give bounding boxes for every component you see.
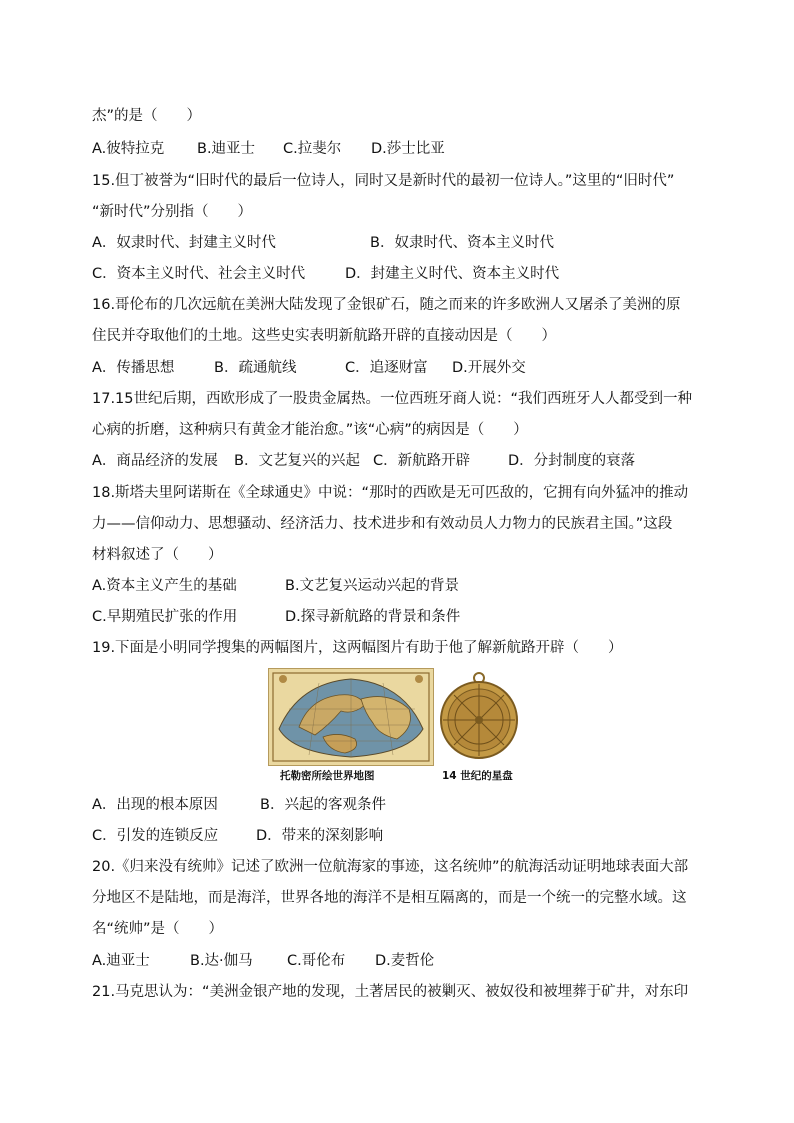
q20-stem: 20.《归来没有统帅》记述了欧洲一位航海家的事迹，这名统帅”的航海活动证明地球表面大部 bbox=[92, 859, 689, 875]
q16-option-c: C．追逐财富 bbox=[345, 360, 428, 376]
q18-option-b: B.文艺复兴运动兴起的背景 bbox=[285, 578, 460, 594]
q15-stem-cont: “新时代”分别指（ ） bbox=[92, 204, 253, 220]
q14-option-b: B.迪亚士 bbox=[197, 141, 256, 157]
q16-stem-cont: 住民并夺取他们的土地。这些史实表明新航路开辟的直接动因是（ ） bbox=[92, 328, 556, 344]
q16-option-b: B．疏通航线 bbox=[214, 360, 297, 376]
q17-option-b: B．文艺复兴的兴起 bbox=[234, 453, 360, 469]
q21-stem: 21.马克思认为：“美洲金银产地的发现，土著居民的被剿灭、被奴役和被埋葬于矿井，对东印 bbox=[92, 984, 689, 1000]
q18-stem-cont: 力——信仰动力、思想骚动、经济活力、技术进步和有效动员人力物力的民族君主国。”这段 bbox=[92, 516, 673, 532]
q15-option-c: C．资本主义时代、社会主义时代 bbox=[92, 266, 306, 282]
q16-stem: 16.哥伦布的几次远航在美洲大陆发现了金银矿石，随之而来的许多欧洲人又屠杀了美洲的原 bbox=[92, 297, 681, 313]
q20-stem-cont: 分地区不是陆地，而是海洋，世界各地的海洋不是相互隔离的，而是一个统一的完整水域。这 bbox=[92, 890, 687, 906]
q17-stem: 17.15世纪后期，西欧形成了一股贵金属热。一位西班牙商人说：“我们西班牙人人都受到一种 bbox=[92, 391, 693, 407]
q18-stem: 18.斯塔夫里阿诺斯在《全球通史》中说：“那时的西欧是无可匹敌的，它拥有向外猛冲的推动 bbox=[92, 485, 689, 501]
q19-option-c: C．引发的连锁反应 bbox=[92, 828, 219, 844]
q17-stem-cont: 心病的折磨，这种病只有黄金才能治愈。”该“心病”的病因是（ ） bbox=[92, 422, 528, 438]
q15-option-d: D．封建主义时代、资本主义时代 bbox=[345, 266, 560, 282]
caption-ptolemy-map: 托勒密所绘世界地图 bbox=[280, 770, 375, 782]
q14-stem-tail: 杰”的是（ ） bbox=[92, 108, 202, 124]
q15-option-b: B．奴隶时代、资本主义时代 bbox=[370, 235, 554, 251]
q20-option-c: C.哥伦布 bbox=[287, 953, 346, 969]
q16-option-d: D.开展外交 bbox=[452, 360, 526, 376]
q18-option-a: A.资本主义产生的基础 bbox=[92, 578, 237, 594]
q19-option-b: B．兴起的客观条件 bbox=[260, 797, 386, 813]
astrolabe-image bbox=[438, 670, 520, 760]
caption-astrolabe: 14 世纪的星盘 bbox=[442, 770, 513, 782]
q16-option-a: A．传播思想 bbox=[92, 360, 175, 376]
q17-option-a: A．商品经济的发展 bbox=[92, 453, 218, 469]
q14-option-d: D.莎士比亚 bbox=[371, 141, 445, 157]
q17-option-c: C．新航路开辟 bbox=[373, 453, 471, 469]
q18-option-d: D.探寻新航路的背景和条件 bbox=[285, 609, 461, 625]
q20-stem-cont2: 名“统帅”是（ ） bbox=[92, 921, 224, 937]
q18-stem-cont2: 材料叙述了（ ） bbox=[92, 547, 223, 563]
q19-stem: 19.下面是小明同学搜集的两幅图片，这两幅图片有助于他了解新航路开辟（ ） bbox=[92, 640, 623, 656]
ptolemy-world-map-image bbox=[268, 668, 434, 766]
q14-option-c: C.拉斐尔 bbox=[283, 141, 342, 157]
q15-option-a: A．奴隶时代、封建主义时代 bbox=[92, 235, 276, 251]
q19-option-a: A．出现的根本原因 bbox=[92, 797, 218, 813]
q20-option-d: D.麦哲伦 bbox=[375, 953, 435, 969]
q18-option-c: C.早期殖民扩张的作用 bbox=[92, 609, 238, 625]
q17-option-d: D．分封制度的衰落 bbox=[508, 453, 636, 469]
q15-stem: 15.但丁被誉为“旧时代的最后一位诗人，同时又是新时代的最初一位诗人。”这里的“旧时代” bbox=[92, 173, 675, 189]
q19-figure bbox=[266, 668, 524, 784]
q20-option-b: B.达·伽马 bbox=[190, 953, 253, 969]
q19-option-d: D．带来的深刻影响 bbox=[256, 828, 384, 844]
q14-option-a: A.彼特拉克 bbox=[92, 141, 165, 157]
q20-option-a: A.迪亚士 bbox=[92, 953, 150, 969]
